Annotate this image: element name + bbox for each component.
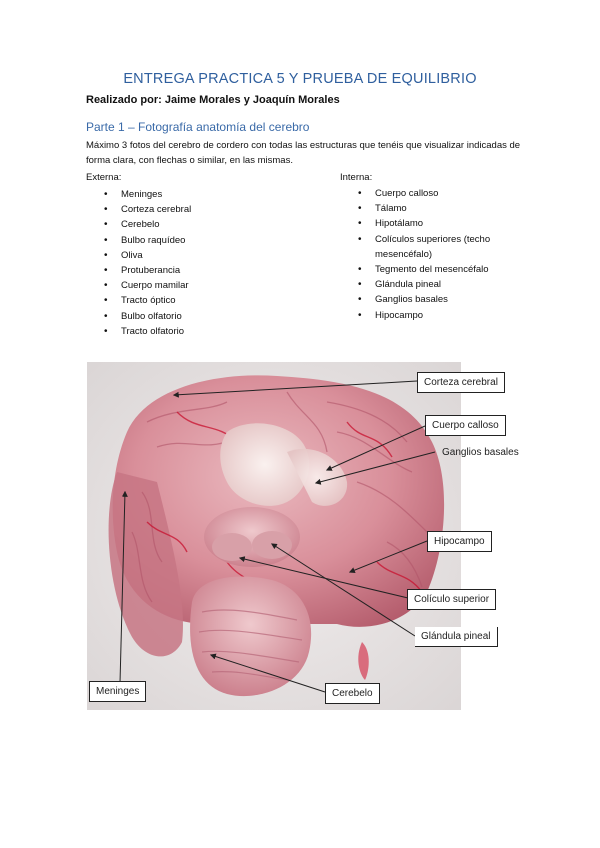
list-item: • Cuerpo mamilar (104, 278, 304, 293)
section-heading: Parte 1 – Fotografía anatomía del cerebro (86, 120, 310, 134)
label-ganglios-basales: Ganglios basales (442, 447, 519, 458)
list-item: • Tálamo (358, 201, 518, 216)
label-hipocampo: Hipocampo (427, 531, 492, 552)
brain-photo (87, 362, 461, 710)
list-item: • Glándula pineal (358, 277, 518, 292)
list-item: • Ganglios basales (358, 292, 518, 307)
list-item: • Tegmento del mesencéfalo (358, 262, 518, 277)
list-item: • Oliva (104, 248, 304, 263)
label-cuerpo-calloso: Cuerpo calloso (425, 415, 506, 436)
list-item: • Protuberancia (104, 263, 304, 278)
label-meninges: Meninges (89, 681, 146, 702)
internal-label: Interna: (340, 172, 373, 183)
list-item: • Cerebelo (104, 217, 304, 232)
list-item: • Corteza cerebral (104, 202, 304, 217)
authors-line: Realizado por: Jaime Morales y Joaquín Morales (86, 94, 340, 106)
list-item: • Meninges (104, 187, 304, 202)
internal-list (358, 186, 518, 323)
list-item: • Colículos superiores (techo mesencéfalo) (358, 232, 518, 262)
label-glandula-pineal: Glándula pineal (415, 627, 498, 647)
intro-paragraph: Máximo 3 fotos del cerebro de cordero con todas las estructuras que tenéis que visualizar indicadas de forma clara, con flechas o similar, en las mismas. (86, 140, 521, 166)
external-label: Externa: (86, 172, 122, 183)
label-cerebelo: Cerebelo (325, 683, 380, 704)
external-list (104, 187, 304, 339)
list-item: • Cuerpo calloso (358, 186, 518, 201)
list-item: • Hipotálamo (358, 216, 518, 231)
label-corteza-cerebral: Corteza cerebral (417, 372, 505, 393)
list-item: • Tracto olfatorio (104, 324, 304, 339)
document-title: ENTREGA PRACTICA 5 Y PRUEBA DE EQUILIBRIO (123, 71, 477, 87)
list-item: • Bulbo olfatorio (104, 309, 304, 324)
label-coliculo-superior: Colículo superior (407, 589, 496, 610)
brain-illustration (87, 362, 461, 710)
list-item: • Bulbo raquídeo (104, 233, 304, 248)
list-item: • Hipocampo (358, 308, 518, 323)
list-item: • Tracto óptico (104, 293, 304, 308)
